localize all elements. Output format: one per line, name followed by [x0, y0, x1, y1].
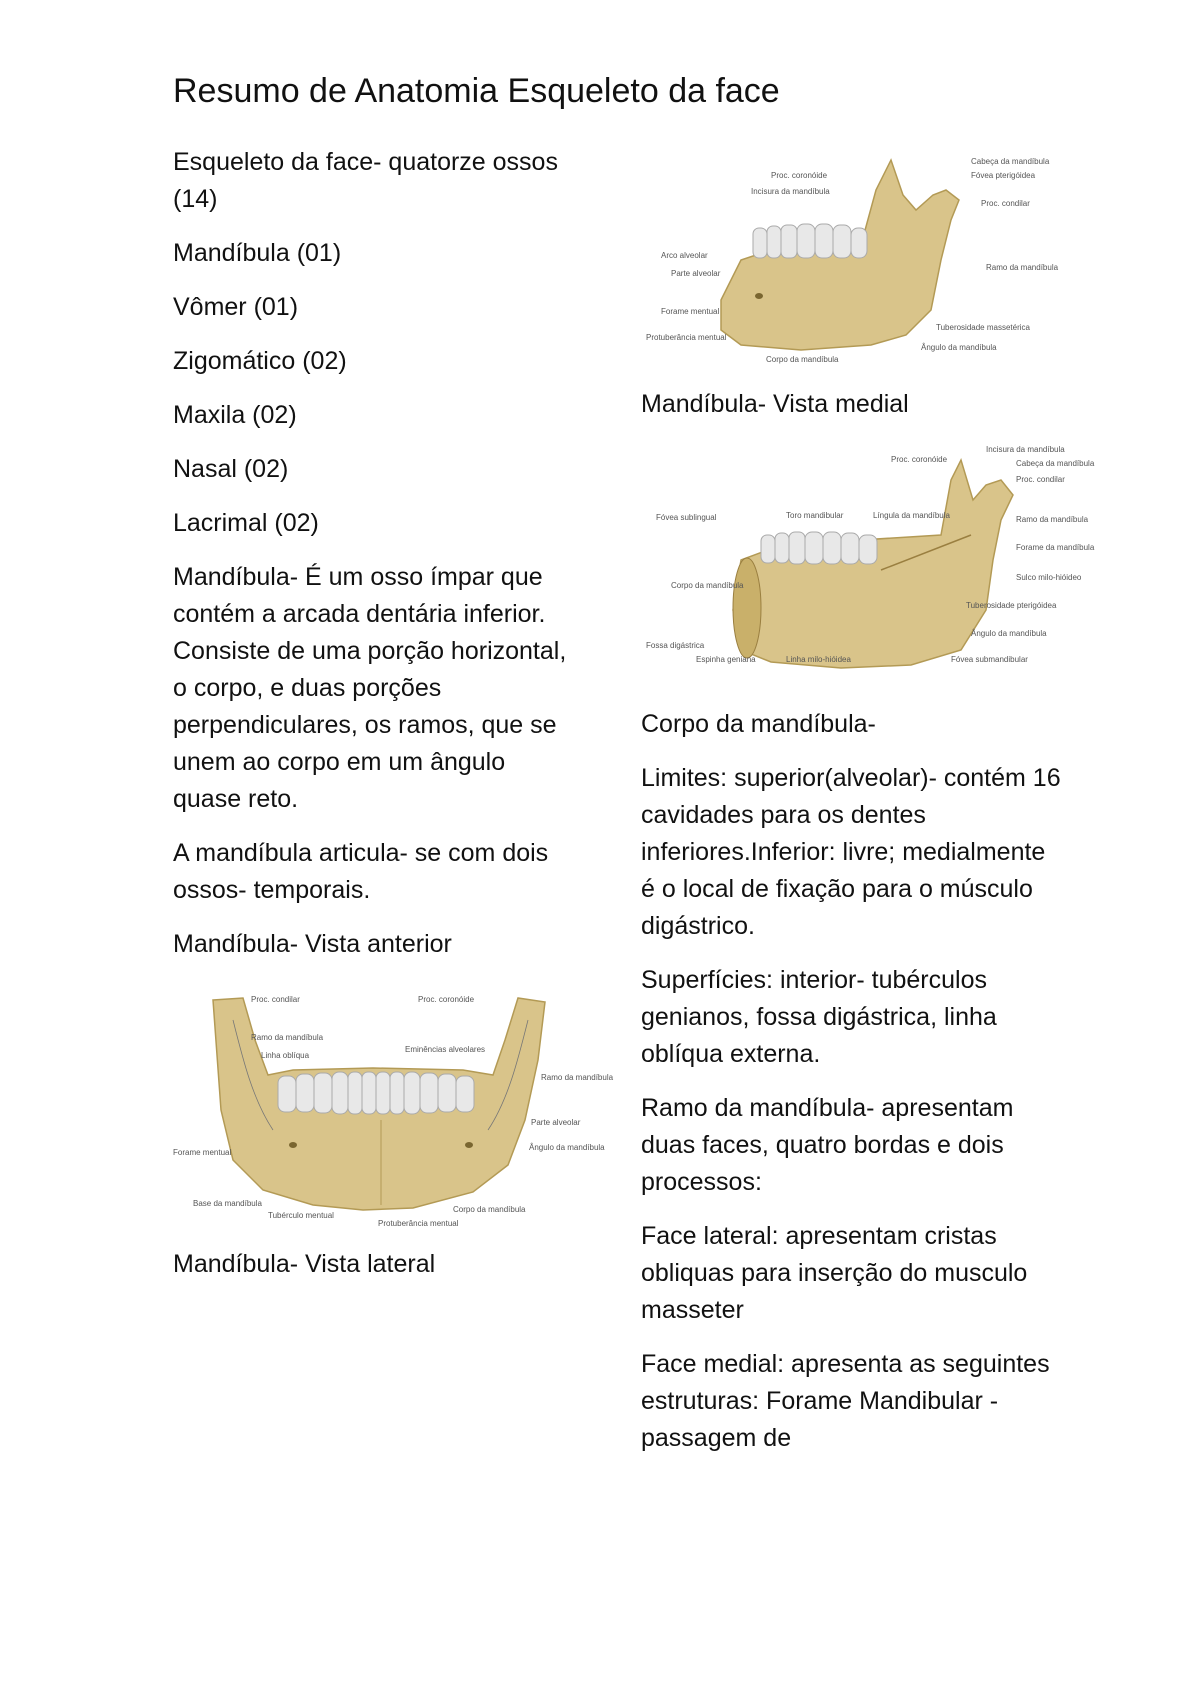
- paragraph: Limites: superior(alveolar)- contém 16 cavidades para os dentes inferiores.Inferior: livre; medialmente é o local de fixação para o músculo digástrico.: [641, 764, 1061, 940]
- figure-label: Tubérculo mentual: [268, 1211, 334, 1220]
- figure-label: Forame da mandíbula: [1016, 543, 1095, 552]
- figure-label: Espinha geniana: [696, 655, 756, 664]
- figure-label: Língula da mandíbula: [873, 511, 950, 520]
- figure-label: Proc. condilar: [1016, 475, 1065, 484]
- mandible-anterior-illustration: [173, 980, 614, 1230]
- figure-label: Ângulo da mandíbula: [921, 343, 997, 352]
- figure-label: Protuberância mentual: [646, 333, 727, 342]
- paragraph: Mandíbula- É um osso ímpar que contém a arcada dentária inferior. Consiste de uma porção horizontal, o corpo, e duas porções perpendiculares, os ramos, que se unem ao corpo em um ângulo quase reto.: [173, 563, 567, 813]
- figure-label: Proc. coronóide: [771, 171, 828, 180]
- figure-label: Ramo da mandíbula: [251, 1033, 324, 1042]
- figure-label: Cabeça da mandíbula: [971, 157, 1050, 166]
- caption-anterior: Mandíbula- Vista anterior: [173, 930, 452, 958]
- page-title: Resumo de Anatomia Esqueleto da face: [173, 72, 780, 110]
- mandible-lateral-illustration: [641, 150, 1061, 370]
- figure-label: Proc. condilar: [981, 199, 1030, 208]
- figure-label: Fossa digástrica: [646, 641, 705, 650]
- figure-label: Protuberância mentual: [378, 1219, 459, 1228]
- figure-label: Proc. coronóide: [891, 455, 948, 464]
- figure-mandible-medial: [641, 440, 1095, 690]
- figure-label: Ângulo da mandíbula: [971, 629, 1047, 638]
- figure-label: Ramo da mandíbula: [1016, 515, 1089, 524]
- figure-label: Proc. coronóide: [418, 995, 475, 1004]
- paragraph: Vômer (01): [173, 293, 299, 321]
- paragraph: Maxila (02): [173, 401, 297, 429]
- figure-label: Ramo da mandíbula: [986, 263, 1059, 272]
- figure-label: Fóvea pterigóidea: [971, 171, 1036, 180]
- figure-label: Forame mentual: [173, 1148, 232, 1157]
- figure-label: Forame mentual: [661, 307, 720, 316]
- figure-label: Corpo da mandíbula: [766, 355, 839, 364]
- figure-label: Ramo da mandíbula: [541, 1073, 614, 1082]
- mandible-medial-illustration: [641, 440, 1095, 690]
- figure-label: Incisura da mandíbula: [986, 445, 1065, 454]
- paragraph: Corpo da mandíbula-: [641, 710, 876, 738]
- paragraph: Superfícies: interior- tubérculos genianos, fossa digástrica, linha oblíqua externa.: [641, 966, 997, 1068]
- paragraph: Zigomático (02): [173, 347, 347, 375]
- figure-label: Incisura da mandíbula: [751, 187, 830, 196]
- paragraph: Mandíbula (01): [173, 239, 342, 267]
- figure-label: Tuberosidade pterigóidea: [966, 601, 1057, 610]
- paragraph: Face lateral: apresentam cristas obliquas para inserção do musculo masseter: [641, 1222, 1028, 1324]
- figure-label: Corpo da mandíbula: [453, 1205, 526, 1214]
- figure-label: Ângulo da mandíbula: [529, 1143, 605, 1152]
- figure-label: Fóvea submandibular: [951, 655, 1028, 664]
- left-column: [173, 144, 614, 1300]
- figure-label: Parte alveolar: [671, 269, 721, 278]
- paragraph: Face medial: apresenta as seguintes estruturas: Forame Mandibular - passagem de: [641, 1350, 1050, 1452]
- figure-label: Eminências alveolares: [405, 1045, 486, 1054]
- paragraph: Esqueleto da face- quatorze ossos (14): [173, 148, 558, 213]
- figure-label: Parte alveolar: [531, 1118, 581, 1127]
- figure-label: Cabeça da mandíbula: [1016, 459, 1095, 468]
- figure-mandible-lateral: [641, 150, 1061, 370]
- figure-label: Fóvea sublingual: [656, 513, 717, 522]
- paragraph: Lacrimal (02): [173, 509, 319, 537]
- caption-medial: Mandíbula- Vista medial: [641, 390, 909, 418]
- figure-label: Arco alveolar: [661, 251, 708, 260]
- figure-label: Toro mandibular: [786, 511, 844, 520]
- figure-label: Sulco milo-hióideo: [1016, 573, 1082, 582]
- figure-mandible-anterior: [173, 980, 614, 1230]
- figure-label: Tuberosidade massetérica: [936, 323, 1030, 332]
- figure-label: Linha milo-hióidea: [786, 655, 851, 664]
- figure-label: Linha oblíqua: [261, 1051, 310, 1060]
- figure-label: Proc. condilar: [251, 995, 300, 1004]
- caption-lateral: Mandíbula- Vista lateral: [173, 1250, 436, 1278]
- right-column: [641, 150, 1095, 1474]
- figure-label: Corpo da mandíbula: [671, 581, 744, 590]
- figure-label: Base da mandíbula: [193, 1199, 262, 1208]
- paragraph: Ramo da mandíbula- apresentam duas faces, quatro bordas e dois processos:: [641, 1094, 1014, 1196]
- paragraph: Nasal (02): [173, 455, 289, 483]
- paragraph: A mandíbula articula- se com dois ossos- temporais.: [173, 839, 549, 904]
